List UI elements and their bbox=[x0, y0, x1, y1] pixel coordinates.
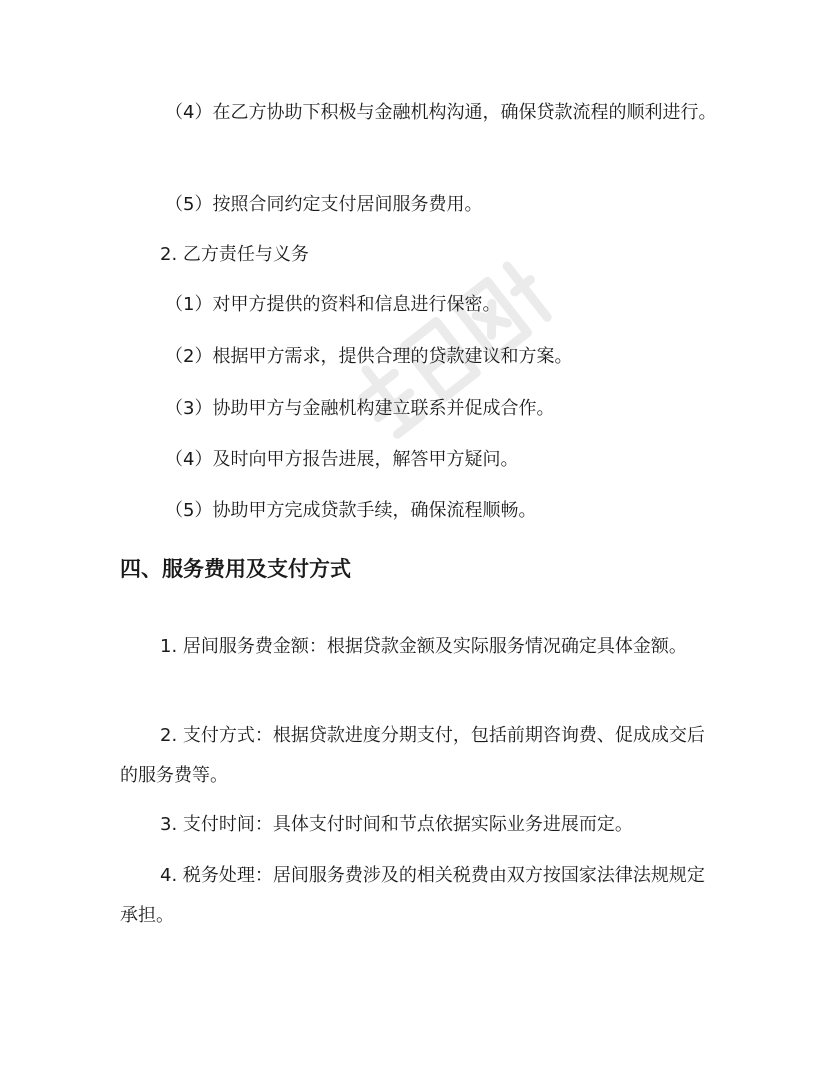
party-a-item-4: （4）在乙方协助下积极与金融机构沟通，确保贷款流程的顺利进行。 bbox=[165, 102, 717, 123]
section-four-title: 四、服务费用及支付方式 bbox=[120, 557, 351, 581]
section-four-item-2: 2. 支付方式：根据贷款进度分期支付，包括前期咨询费、促成成交后的服务费等。 bbox=[120, 725, 705, 786]
party-b-item-4: （4）及时向甲方报告进展，解答甲方疑问。 bbox=[165, 449, 519, 470]
party-b-item-2: （2）根据甲方需求，提供合理的贷款建议和方案。 bbox=[165, 346, 573, 367]
party-a-item-5: （5）按照合同约定支付居间服务费用。 bbox=[165, 194, 483, 215]
party-b-item-3: （3）协助甲方与金融机构建立联系并促成合作。 bbox=[165, 398, 555, 419]
section-four-item-1: 1. 居间服务费金额：根据贷款金额及实际服务情况确定具体金额。 bbox=[160, 636, 687, 657]
section-four-item-3: 3. 支付时间：具体支付时间和节点依据实际业务进展而定。 bbox=[160, 814, 633, 835]
section-four-item-4: 4. 税务处理：居间服务费涉及的相关税费由双方按国家法律法规规定承担。 bbox=[120, 865, 705, 926]
party-b-item-5: （5）协助甲方完成贷款手续，确保流程顺畅。 bbox=[165, 500, 537, 521]
party-b-heading: 2. 乙方责任与义务 bbox=[160, 244, 309, 265]
party-b-item-1: （1）对甲方提供的资料和信息进行保密。 bbox=[165, 294, 501, 315]
